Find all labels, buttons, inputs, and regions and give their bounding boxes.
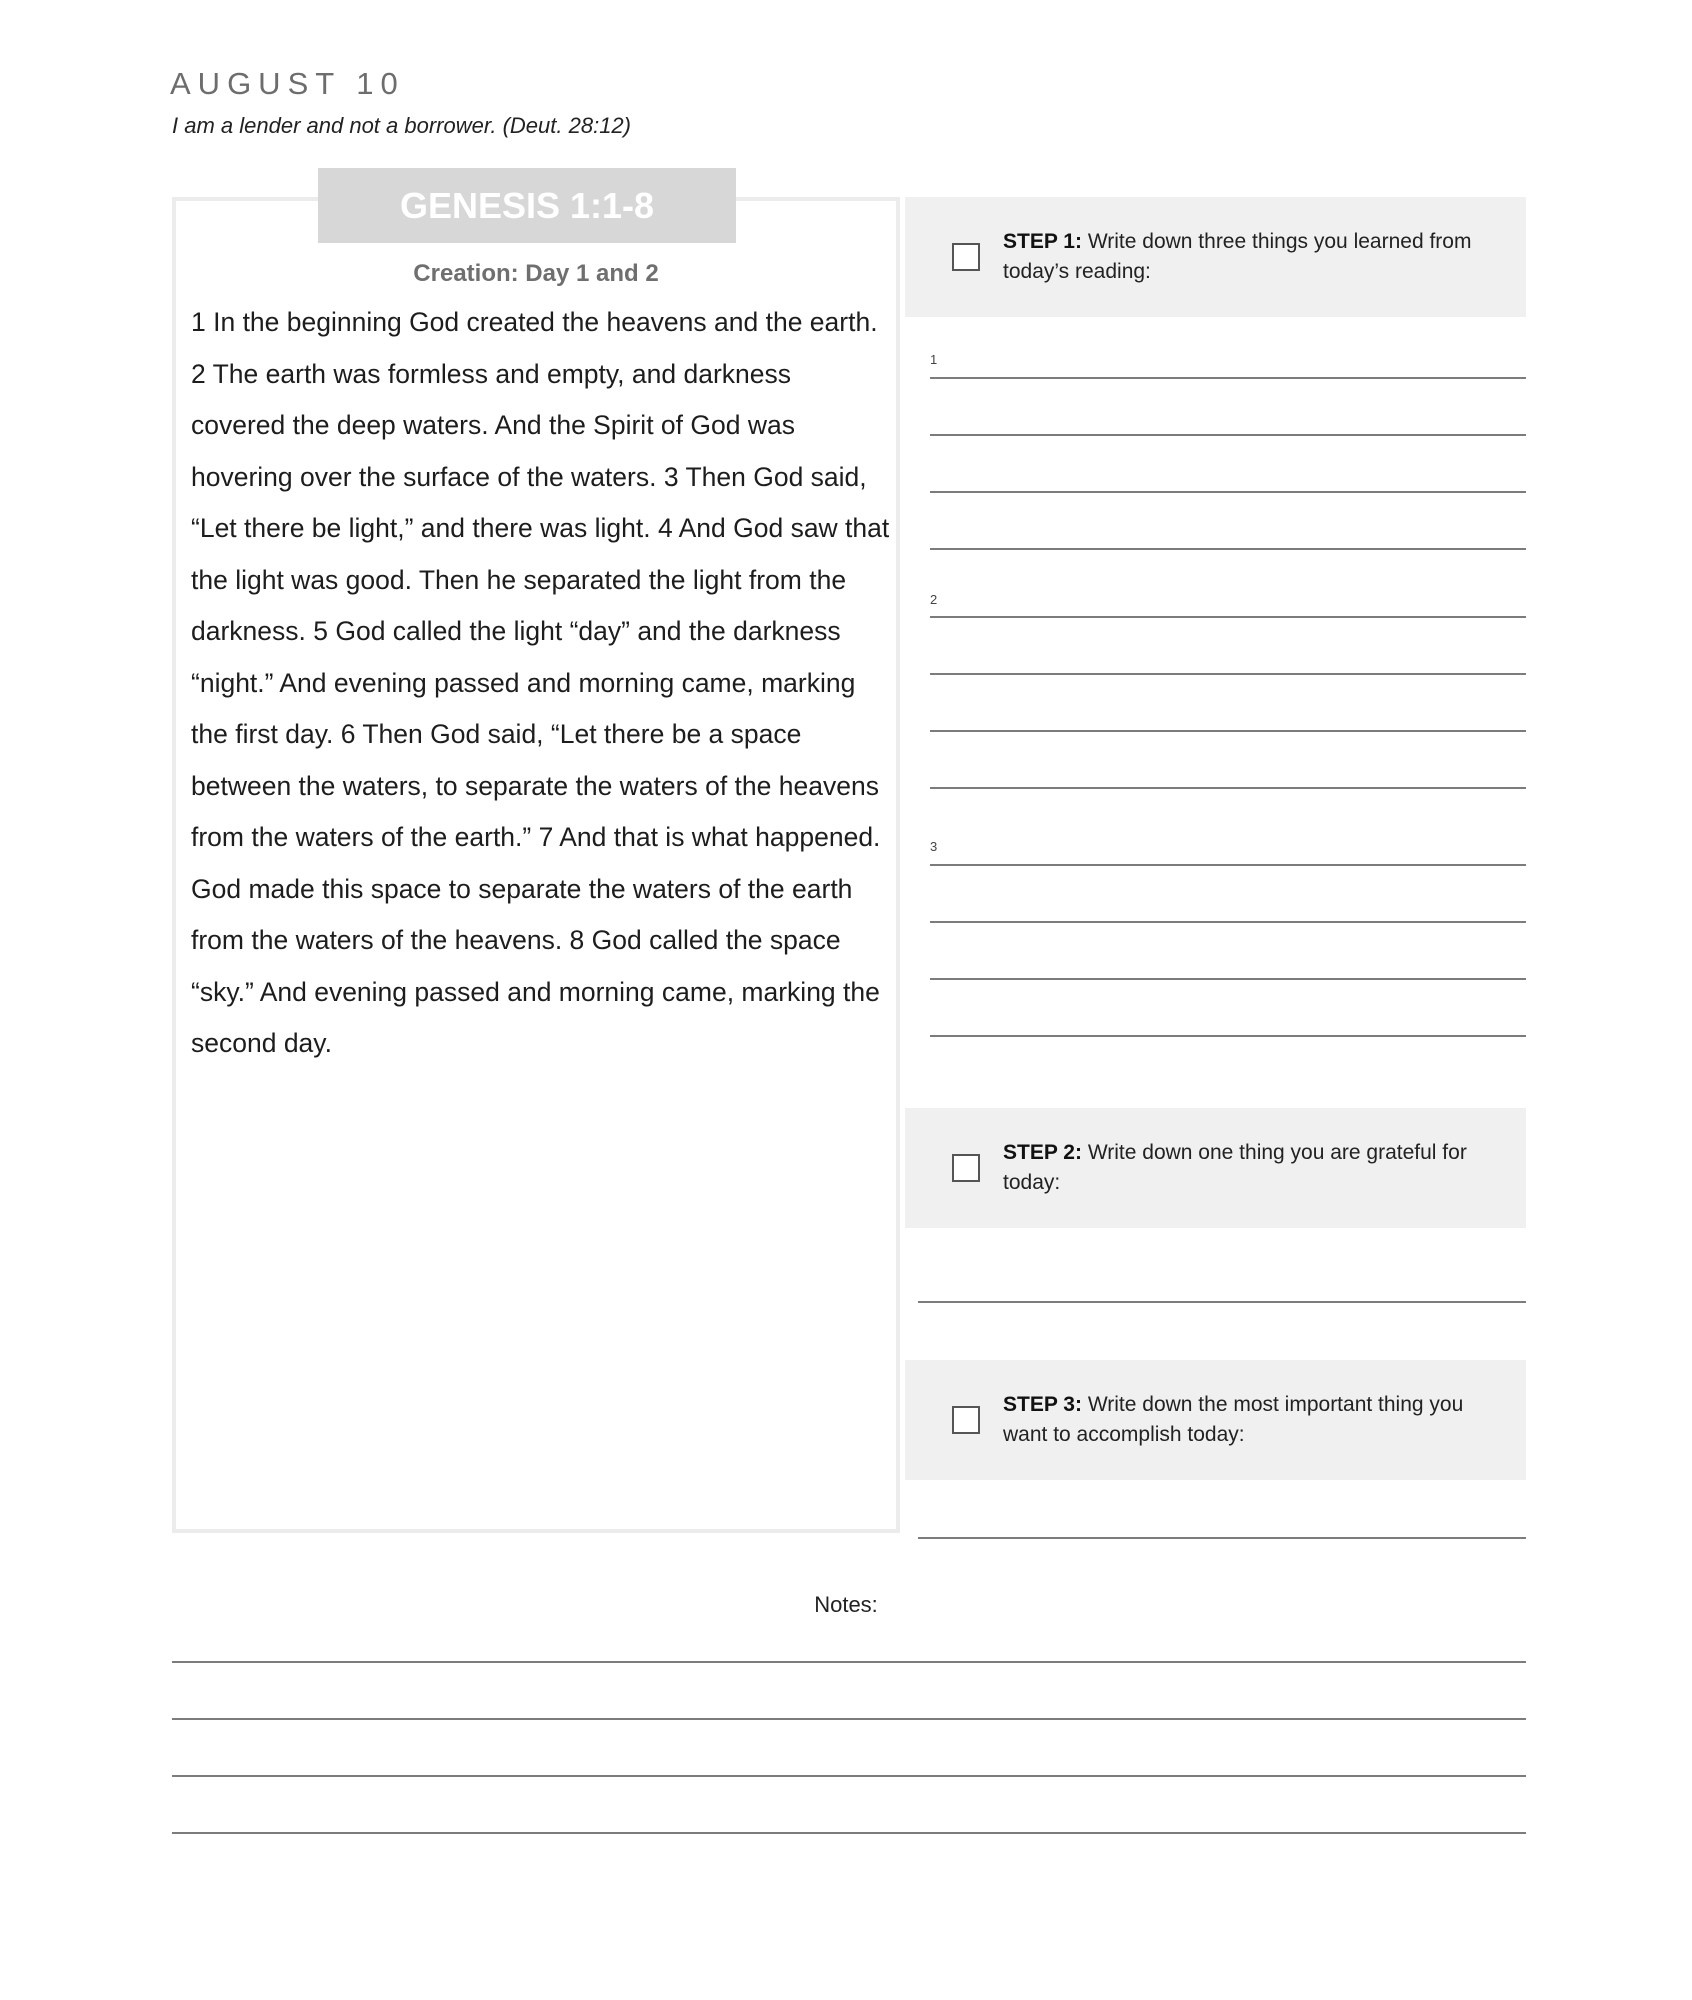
step-1-panel: [905, 197, 1526, 317]
writing-line[interactable]: [930, 978, 1526, 980]
accomplish-writing-line[interactable]: [918, 1537, 1526, 1539]
notes-line[interactable]: [172, 1718, 1526, 1720]
daily-affirmation: I am a lender and not a borrower. (Deut. 28:12): [172, 113, 631, 138]
writing-line[interactable]: [930, 377, 1526, 379]
writing-line[interactable]: [930, 1035, 1526, 1037]
writing-line[interactable]: [930, 673, 1526, 675]
step-2-text: Write down one thing you are grateful for today:: [1003, 1141, 1467, 1194]
writing-line[interactable]: [930, 548, 1526, 550]
page-date: AUGUST 10: [170, 66, 405, 101]
step-1-text: Write down three things you learned from today’s reading:: [1003, 230, 1472, 283]
notes-line[interactable]: [172, 1832, 1526, 1834]
writing-line[interactable]: [930, 787, 1526, 789]
learned-number-3: 3: [930, 839, 938, 854]
notes-line[interactable]: [172, 1661, 1526, 1663]
writing-line[interactable]: [930, 864, 1526, 866]
step-1-label: STEP 1:: [1003, 230, 1082, 253]
step-2-checkbox[interactable]: [952, 1154, 980, 1182]
step-3-checkbox[interactable]: [952, 1406, 980, 1434]
step-3-panel: [905, 1360, 1526, 1480]
step-2-instruction: [1003, 1138, 1503, 1198]
scripture-reference-banner: GENESIS 1:1-8: [318, 168, 736, 243]
writing-line[interactable]: [930, 616, 1526, 618]
learned-number-1: 1: [930, 352, 938, 367]
writing-line[interactable]: [930, 730, 1526, 732]
step-1-instruction: [1003, 227, 1503, 287]
step-3-instruction: [1003, 1390, 1503, 1450]
step-2-label: STEP 2:: [1003, 1141, 1082, 1164]
writing-line[interactable]: [930, 491, 1526, 493]
step-1-checkbox[interactable]: [952, 243, 980, 271]
notes-line[interactable]: [172, 1775, 1526, 1777]
learned-number-2: 2: [930, 592, 938, 607]
step-3-label: STEP 3:: [1003, 1393, 1082, 1416]
reading-subtitle: Creation: Day 1 and 2: [413, 260, 659, 287]
step-2-panel: [905, 1108, 1526, 1228]
writing-line[interactable]: [930, 434, 1526, 436]
scripture-text: 1 In the beginning God created the heavens and the earth. 2 The earth was formless and empty, and darkness covered the deep waters. And the Spirit of God was hovering over the surface of the waters. 3 Then God said, “Let there be light,” and there was light. 4 And God saw that the light was good. Then he separated the light from the darkness. 5 God called the light “day” and the darkness “night.” And evening passed and morning came, marking the first day. 6 Then God said, “Let there be a space between the waters, to separate the waters of the heavens from the waters of the earth.” 7 And that is what happened. God made this space to separate the waters of the earth from the waters of the heavens. 8 God called the space “sky.” And evening passed and morning came, marking the second day.: [191, 307, 890, 1058]
notes-label: Notes:: [814, 1592, 878, 1617]
writing-line[interactable]: [930, 921, 1526, 923]
step-3-text: Write down the most important thing you want to accomplish today:: [1003, 1393, 1464, 1446]
grateful-writing-line[interactable]: [918, 1301, 1526, 1303]
